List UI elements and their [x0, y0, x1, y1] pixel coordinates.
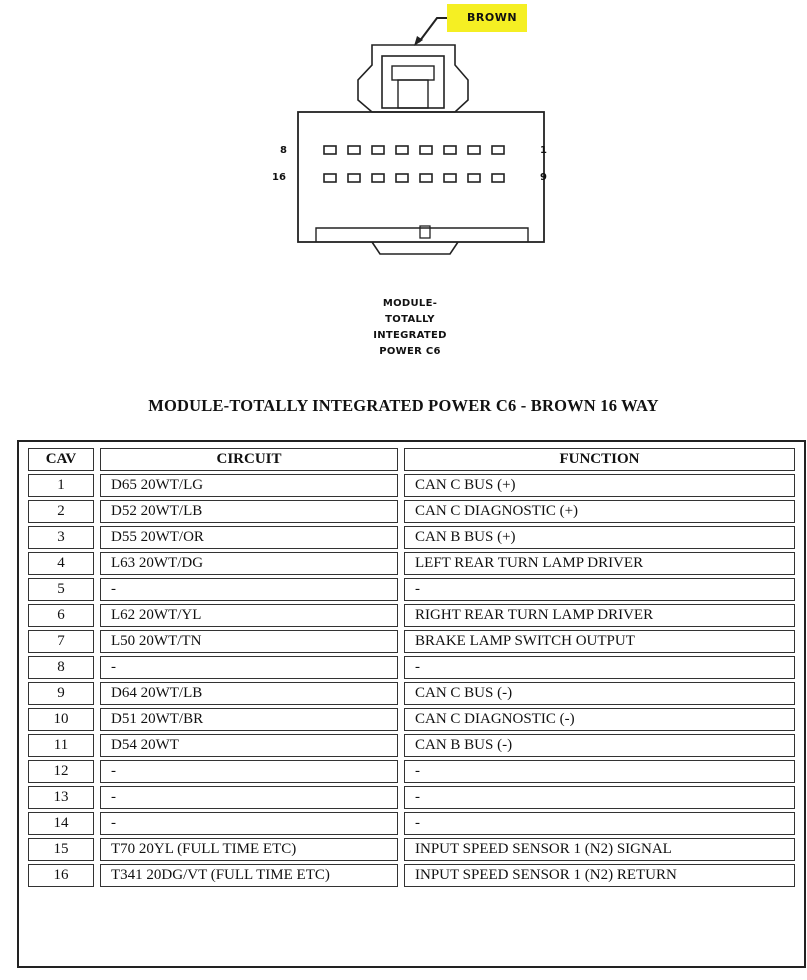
table-row	[28, 864, 795, 887]
function-cell: -	[404, 786, 795, 809]
function-cell: -	[404, 812, 795, 835]
cavity	[492, 146, 504, 154]
latch-inner	[382, 56, 444, 108]
cav-cell: 10	[28, 708, 94, 731]
cavity	[324, 174, 336, 182]
circuit-cell: D55 20WT/OR	[100, 526, 398, 549]
connector-diagram	[0, 0, 807, 380]
pinout-table-frame	[17, 440, 806, 968]
header-function: FUNCTION	[404, 448, 795, 471]
cav-cell: 8	[28, 656, 94, 679]
module-label-line: POWER C6	[379, 346, 441, 357]
module-label-line: MODULE-	[382, 298, 438, 309]
function-cell: INPUT SPEED SENSOR 1 (N2) SIGNAL	[404, 838, 795, 861]
circuit-cell: D54 20WT	[100, 734, 398, 757]
function-cell: INPUT SPEED SENSOR 1 (N2) RETURN	[404, 864, 795, 887]
function-cell: CAN C BUS (+)	[404, 474, 795, 497]
function-cell: -	[404, 656, 795, 679]
circuit-cell: -	[100, 760, 398, 783]
cavity	[492, 174, 504, 182]
table-row	[28, 708, 795, 731]
cavity	[396, 174, 408, 182]
circuit-cell: L50 20WT/TN	[100, 630, 398, 653]
circuit-cell: -	[100, 786, 398, 809]
function-cell: LEFT REAR TURN LAMP DRIVER	[404, 552, 795, 575]
cav-cell: 5	[28, 578, 94, 601]
table-row	[28, 474, 795, 497]
body-keyway	[372, 242, 458, 254]
table-row	[28, 838, 795, 861]
cav-cell: 7	[28, 630, 94, 653]
callout-leader	[419, 18, 448, 42]
cav-cell: 1	[28, 474, 94, 497]
table-row	[28, 682, 795, 705]
cavity	[420, 174, 432, 182]
cavity	[372, 174, 384, 182]
cav-cell: 13	[28, 786, 94, 809]
table-row	[28, 500, 795, 523]
latch-tab	[392, 66, 434, 80]
circuit-cell: L63 20WT/DG	[100, 552, 398, 575]
cav-cell: 16	[28, 864, 94, 887]
cavity	[468, 174, 480, 182]
function-cell: -	[404, 760, 795, 783]
circuit-cell: T70 20YL (FULL TIME ETC)	[100, 838, 398, 861]
module-label-line: INTEGRATED	[373, 330, 447, 341]
cavity	[324, 146, 336, 154]
cavity	[468, 146, 480, 154]
latch-housing	[358, 45, 468, 112]
function-cell: CAN C DIAGNOSTIC (-)	[404, 708, 795, 731]
table-row	[28, 526, 795, 549]
cavity	[444, 146, 456, 154]
cav-cell: 2	[28, 500, 94, 523]
cavity	[444, 174, 456, 182]
table-row	[28, 760, 795, 783]
cav-cell: 4	[28, 552, 94, 575]
table-row	[28, 734, 795, 757]
connector-title: MODULE-TOTALLY INTEGRATED POWER C6 - BROWN 16 WAY	[148, 396, 659, 415]
circuit-cell: L62 20WT/YL	[100, 604, 398, 627]
function-cell: CAN C BUS (-)	[404, 682, 795, 705]
circuit-cell: D51 20WT/BR	[100, 708, 398, 731]
header-circuit: CIRCUIT	[100, 448, 398, 471]
body-base	[316, 228, 528, 242]
cavity	[348, 146, 360, 154]
cavity	[348, 174, 360, 182]
color-callout: BROWN	[447, 4, 527, 32]
circuit-cell: D52 20WT/LB	[100, 500, 398, 523]
circuit-cell: T341 20DG/VT (FULL TIME ETC)	[100, 864, 398, 887]
cav-cell: 14	[28, 812, 94, 835]
table-row	[28, 604, 795, 627]
table-row	[28, 552, 795, 575]
pin-label-1: 1	[540, 145, 547, 156]
cav-cell: 11	[28, 734, 94, 757]
circuit-cell: -	[100, 578, 398, 601]
table-row	[28, 812, 795, 835]
table-row	[28, 578, 795, 601]
table-header-row	[28, 448, 795, 471]
function-cell: CAN C DIAGNOSTIC (+)	[404, 500, 795, 523]
cavity	[396, 146, 408, 154]
cav-cell: 6	[28, 604, 94, 627]
function-cell: RIGHT REAR TURN LAMP DRIVER	[404, 604, 795, 627]
circuit-cell: D64 20WT/LB	[100, 682, 398, 705]
latch-lock	[398, 80, 428, 108]
cav-cell: 12	[28, 760, 94, 783]
module-label	[300, 296, 520, 360]
pin-label-9: 9	[540, 172, 547, 183]
pin-label-8: 8	[280, 145, 287, 156]
table-row	[28, 786, 795, 809]
table-row	[28, 656, 795, 679]
circuit-cell: D65 20WT/LG	[100, 474, 398, 497]
function-cell: BRAKE LAMP SWITCH OUTPUT	[404, 630, 795, 653]
connector-body	[298, 112, 544, 242]
function-cell: CAN B BUS (+)	[404, 526, 795, 549]
function-cell: -	[404, 578, 795, 601]
circuit-cell: -	[100, 812, 398, 835]
cav-cell: 15	[28, 838, 94, 861]
circuit-cell: -	[100, 656, 398, 679]
function-cell: CAN B BUS (-)	[404, 734, 795, 757]
cavity-grid	[324, 146, 504, 182]
cavity	[420, 146, 432, 154]
cavity	[372, 146, 384, 154]
module-label-line: TOTALLY	[385, 314, 435, 325]
pinout-table	[22, 445, 801, 890]
pin-label-16: 16	[272, 172, 286, 183]
cav-cell: 3	[28, 526, 94, 549]
header-cav: CAV	[28, 448, 94, 471]
cav-cell: 9	[28, 682, 94, 705]
table-row	[28, 630, 795, 653]
